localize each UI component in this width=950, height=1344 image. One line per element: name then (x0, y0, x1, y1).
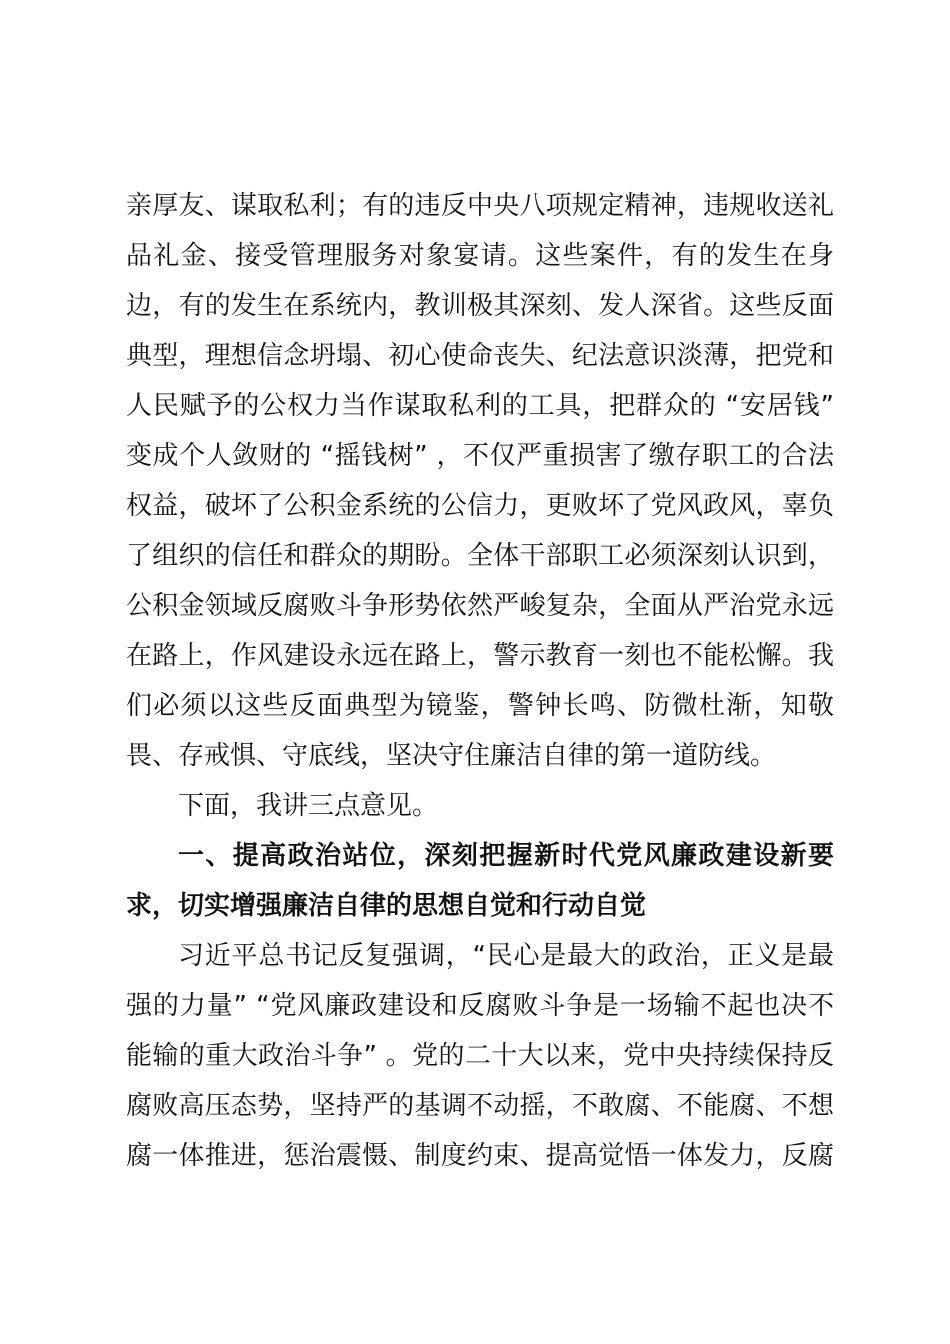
text-line: 典型，理想信念坍塌、初心使命丧失、纪法意识淡薄，把党和 (126, 341, 834, 371)
paragraph-quote (126, 931, 834, 1181)
text-line: 们必须以这些反面典型为镜鉴，警钟长鸣、防微杜渐，知敬 (126, 691, 834, 721)
heading-line: 一、提高政治站位，深刻把握新时代党风廉政建设新要 (178, 841, 834, 871)
document-body (126, 181, 834, 1181)
text-line: 权益，破坏了公积金系统的公信力，更败坏了党风政风，辜负 (126, 491, 834, 521)
heading-line: 求，切实增强廉洁自律的思想自觉和行动自觉 (126, 891, 647, 921)
text-line: 腐一体推进，惩治震慑、制度约束、提高觉悟一体发力，反腐 (126, 1141, 834, 1171)
text-line: 在路上，作风建设永远在路上，警示教育一刻也不能松懈。我 (126, 641, 834, 671)
section-heading-one (126, 831, 834, 931)
text-line: 公积金领域反腐败斗争形势依然严峻复杂，全面从严治党永远 (126, 591, 834, 621)
text-line: 人民赋予的公权力当作谋取私利的工具，把群众的 “安居钱” (126, 391, 834, 421)
text-line: 亲厚友、谋取私利；有的违反中央八项规定精神，违规收送礼 (126, 191, 834, 221)
paragraph-intro (126, 781, 834, 831)
text-line: 品礼金、接受管理服务对象宴请。这些案件，有的发生在身 (126, 241, 834, 271)
text-line: 强的力量” “党风廉政建设和反腐败斗争是一场输不起也决不 (126, 991, 834, 1021)
text-line: 下面，我讲三点意见。 (178, 791, 439, 821)
text-line: 边，有的发生在系统内，教训极其深刻、发人深省。这些反面 (126, 291, 834, 321)
text-line: 畏、存戒惧、守底线，坚决守住廉洁自律的第一道防线。 (126, 741, 777, 771)
text-line: 习近平总书记反复强调，“民心是最大的政治，正义是最 (178, 941, 834, 971)
paragraph-case-review (126, 181, 834, 781)
text-line: 了组织的信任和群众的期盼。全体干部职工必须深刻认识到， (126, 541, 834, 571)
text-line: 能输的重大政治斗争” 。党的二十大以来，党中央持续保持反 (126, 1041, 834, 1071)
text-line: 变成个人敛财的 “摇钱树” ，不仅严重损害了缴存职工的合法 (126, 441, 834, 471)
text-line: 腐败高压态势，坚持严的基调不动摇，不敢腐、不能腐、不想 (126, 1091, 834, 1121)
